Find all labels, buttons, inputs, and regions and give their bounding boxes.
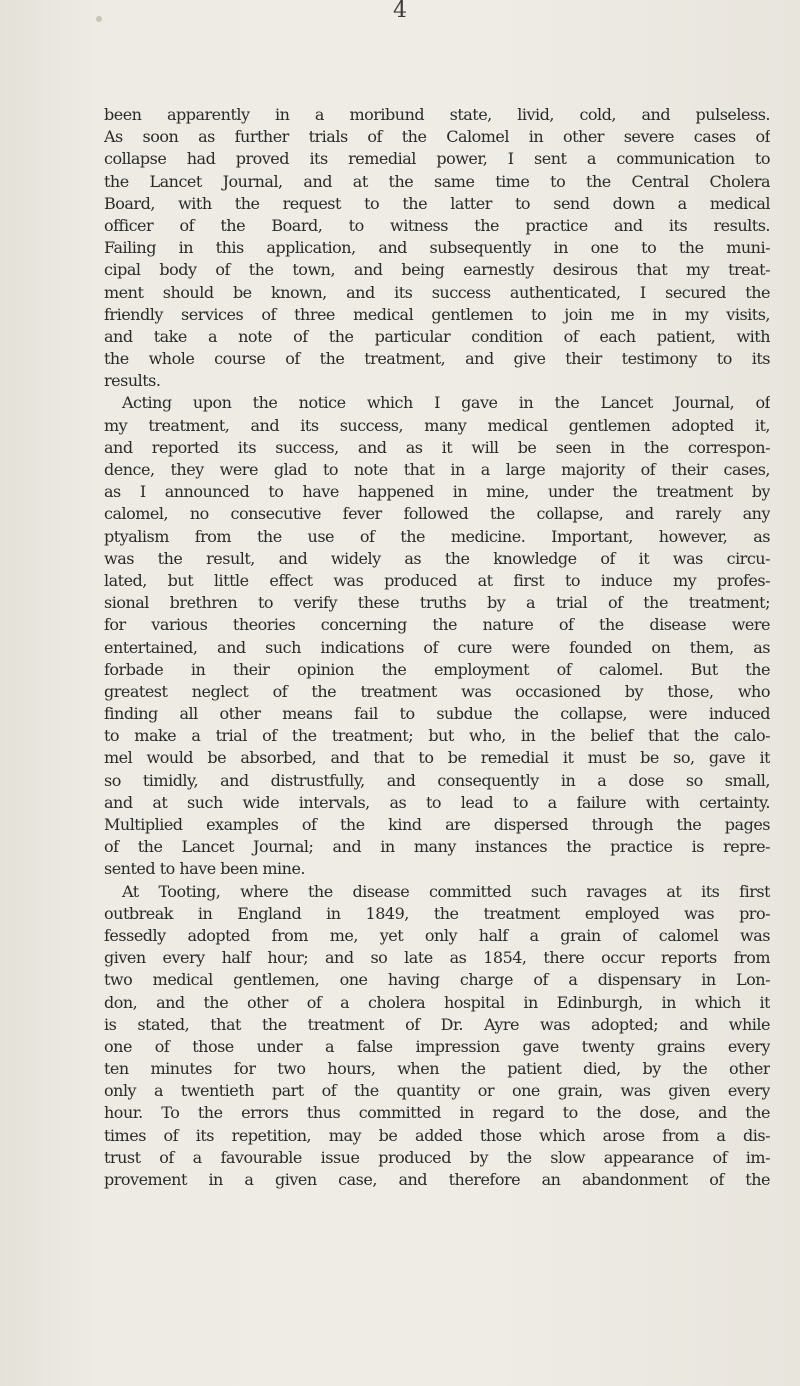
text-line: ptyalism from the use of the medicine. Important, however, as <box>104 526 770 546</box>
text-line: Acting upon the notice which I gave in the Lancet Journal, of <box>122 393 770 413</box>
text-line: is stated, that the treatment of Dr. Ayre was adopted; and while <box>104 1014 770 1034</box>
text-line: dence, they were glad to note that in a large majority of their cases, <box>104 460 770 479</box>
text-line: been apparently in a moribund state, livid, cold, and pulseless. <box>104 105 770 124</box>
text-line: and take a note of the particular condition of each patient, with <box>104 326 770 346</box>
text-line: cipal body of the town, and being earnestly desirous that my treat- <box>104 260 770 280</box>
text-line: Multiplied examples of the kind are dispersed through the pages <box>104 815 770 834</box>
text-line: entertained, and such indications of cure were founded on them, as <box>104 637 770 657</box>
text-line: finding all other means fail to subdue the collapse, were induced <box>104 704 770 724</box>
text-line: As soon as further trials of the Calomel in other severe cases of <box>104 127 770 147</box>
text-line: and reported its success, and as it will be seen in the correspon- <box>104 437 770 457</box>
text-line: was the result, and widely as the knowledge of it was circu- <box>104 548 770 568</box>
text-line: ment should be known, and its success authenticated, I secured the <box>104 282 770 302</box>
text-line: so timidly, and distrustfully, and consequently in a dose so small, <box>104 770 770 790</box>
text-line: forbade in their opinion the employment of calomel. But the <box>104 659 770 679</box>
text-line: ten minutes for two hours, when the patient died, by the other <box>104 1059 770 1079</box>
text-line: Board, with the request to the latter to send down a medical <box>104 193 770 213</box>
text-line: don, and the other of a cholera hospital in Edinburgh, in which it <box>104 992 770 1012</box>
text-line: sional brethren to verify these truths by a trial of the treatment; <box>104 593 770 613</box>
text-line: and at such wide intervals, as to lead to a failure with certainty. <box>104 792 770 812</box>
text-line: collapse had proved its remedial power, I sent a communication to <box>104 149 770 169</box>
text-line: the whole course of the treatment, and give their testimony to its <box>104 349 770 369</box>
text-line: provement in a given case, and therefore an abandonment of the <box>104 1170 770 1189</box>
text-line: results. <box>104 371 161 391</box>
text-line: of the Lancet Journal; and in many instances the practice is repre- <box>104 837 770 857</box>
text-line: times of its repetition, may be added those which arose from a dis- <box>104 1125 770 1145</box>
text-line: to make a trial of the treatment; but who, in the belief that the calo- <box>104 726 770 746</box>
text-line: as I announced to have happened in mine, under the treatment by <box>104 482 770 502</box>
text-line: for various theories concerning the nature of the disease were <box>104 615 770 635</box>
text-line: mel would be absorbed, and that to be remedial it must be so, gave it <box>104 748 770 768</box>
text-line: greatest neglect of the treatment was occasioned by those, who <box>104 681 770 701</box>
text-line: the Lancet Journal, and at the same time to the Central Cholera <box>104 171 770 191</box>
page-number: 4 <box>393 0 407 23</box>
body-text <box>104 104 770 1191</box>
text-line: friendly services of three medical gentlemen to join me in my visits, <box>104 304 770 324</box>
text-line: sented to have been mine. <box>104 859 306 879</box>
text-line: two medical gentlemen, one having charge of a dispensary in Lon- <box>104 970 770 990</box>
text-line: officer of the Board, to witness the practice and its results. <box>104 215 770 235</box>
text-line: fessedly adopted from me, yet only half a grain of calomel was <box>104 925 770 945</box>
text-line: hour. To the errors thus committed in regard to the dose, and the <box>104 1103 770 1123</box>
text-line: given every half hour; and so late as 1854, there occur reports from <box>104 948 770 968</box>
text-line: outbreak in England in 1849, the treatment employed was pro- <box>104 903 770 923</box>
text-line: lated, but little effect was produced at first to induce my profes- <box>104 570 770 590</box>
text-line: only a twentieth part of the quantity or one grain, was given every <box>104 1081 770 1101</box>
text-line: my treatment, and its success, many medical gentlemen adopted it, <box>104 415 770 435</box>
text-line: calomel, no consecutive fever followed the collapse, and rarely any <box>104 504 770 524</box>
text-line: Failing in this application, and subsequently in one to the muni- <box>104 238 770 258</box>
text-line: trust of a favourable issue produced by the slow appearance of im- <box>104 1147 770 1167</box>
text-line: At Tooting, where the disease committed such ravages at its first <box>122 881 770 901</box>
text-line: one of those under a false impression gave twenty grains every <box>104 1036 770 1056</box>
